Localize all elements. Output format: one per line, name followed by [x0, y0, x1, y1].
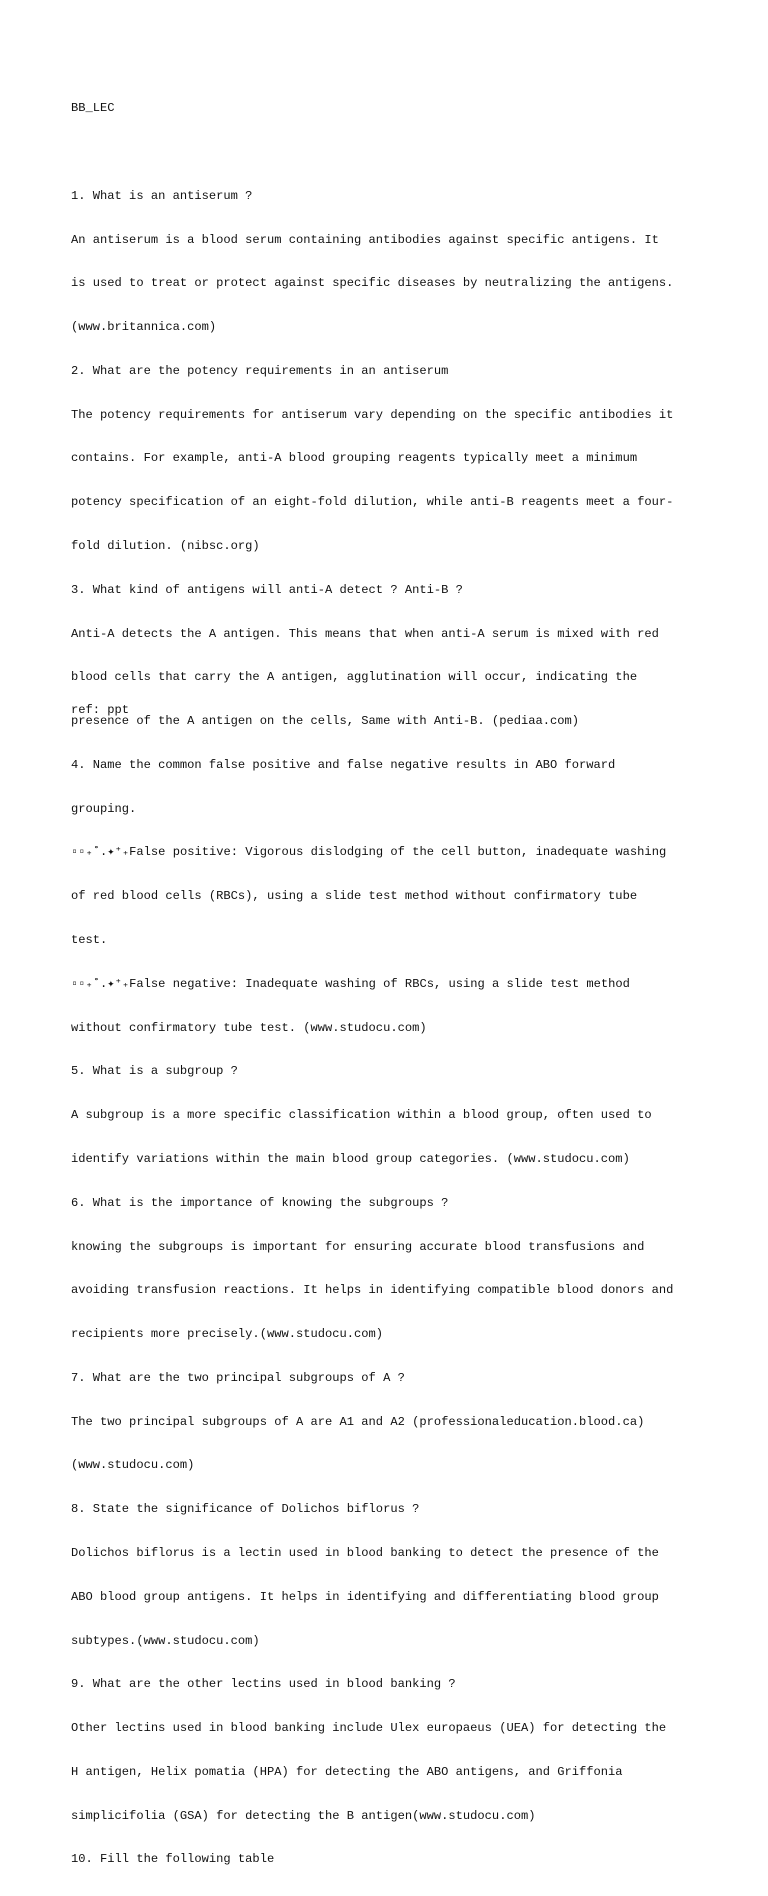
text-line: An antiserum is a blood serum containing antibodies against specific antigens. It	[71, 232, 659, 247]
text-line: 5. What is a subgroup ?	[71, 1064, 238, 1079]
text-line: grouping.	[71, 801, 137, 816]
text-line: (www.studocu.com)	[71, 1458, 195, 1473]
text-line: 3. What kind of antigens will anti-A detect ? Anti-B ?	[71, 582, 463, 597]
text-line: subtypes.(www.studocu.com)	[71, 1633, 260, 1648]
text-line: The two principal subgroups of A are A1 and A2 (professionaleducation.blood.ca)	[71, 1414, 645, 1429]
text-line: 2. What are the potency requirements in an antiserum	[71, 363, 449, 378]
reference-note: ref: ppt	[71, 703, 130, 717]
text-line: 10. Fill the following table	[71, 1852, 275, 1867]
text-line: 7. What are the two principal subgroups of A ?	[71, 1370, 405, 1385]
text-line: Anti-A detects the A antigen. This means that when anti-A serum is mixed with red	[71, 626, 659, 641]
text-line: ABO blood group antigens. It helps in identifying and differentiating blood group	[71, 1589, 659, 1604]
text-line: 9. What are the other lectins used in blood banking ?	[71, 1677, 456, 1692]
text-line: (www.britannica.com)	[71, 320, 217, 335]
text-line: presence of the A antigen on the cells, Same with Anti-B. (pediaa.com)	[71, 714, 580, 729]
text-line: blood cells that carry the A antigen, agglutination will occur, indicating the	[71, 670, 638, 685]
text-line: identify variations within the main blood group categories. (www.studocu.com)	[71, 1151, 630, 1166]
text-line: ▫▫₊˚.✦⁺₊False negative: Inadequate washing of RBCs, using a slide test method	[71, 976, 630, 991]
text-line: without confirmatory tube test. (www.studocu.com)	[71, 1020, 427, 1035]
text-line: simplicifolia (GSA) for detecting the B antigen(www.studocu.com)	[71, 1808, 536, 1823]
text-line: 4. Name the common false positive and false negative results in ABO forward	[71, 757, 616, 772]
text-line: Other lectins used in blood banking include Ulex europaeus (UEA) for detecting the	[71, 1721, 667, 1736]
text-line: The potency requirements for antiserum vary depending on the specific antibodies it	[71, 407, 674, 422]
text-line: knowing the subgroups is important for ensuring accurate blood transfusions and	[71, 1239, 645, 1254]
text-line: is used to treat or protect against specific diseases by neutralizing the antigens.	[71, 276, 674, 291]
text-line: Dolichos biflorus is a lectin used in blood banking to detect the presence of the	[71, 1545, 659, 1560]
text-line: of red blood cells (RBCs), using a slide test method without confirmatory tube	[71, 889, 638, 904]
text-line: recipients more precisely.(www.studocu.com)	[71, 1327, 384, 1342]
text-line: 6. What is the importance of knowing the subgroups ?	[71, 1195, 449, 1210]
text-line: H antigen, Helix pomatia (HPA) for detecting the ABO antigens, and Griffonia	[71, 1764, 623, 1779]
text-line: 8. State the significance of Dolichos biflorus ?	[71, 1502, 420, 1517]
text-line: ▫▫₊˚.✦⁺₊False positive: Vigorous dislodging of the cell button, inadequate washing	[71, 845, 667, 860]
text-line: test.	[71, 933, 108, 948]
text-line: fold dilution. (nibsc.org)	[71, 539, 260, 553]
text-line: A subgroup is a more specific classification within a blood group, often used to	[71, 1108, 652, 1123]
document-title: BB_LEC	[71, 101, 115, 116]
text-line: potency specification of an eight-fold dilution, while anti-B reagents meet a four-	[71, 495, 674, 510]
text-line: avoiding transfusion reactions. It helps in identifying compatible blood donors and	[71, 1283, 674, 1298]
blank-line	[71, 145, 711, 160]
text-line: 1. What is an antiserum ?	[71, 188, 253, 203]
text-line: contains. For example, anti-A blood grouping reagents typically meet a minimum	[71, 451, 638, 466]
document-body	[71, 72, 711, 1896]
